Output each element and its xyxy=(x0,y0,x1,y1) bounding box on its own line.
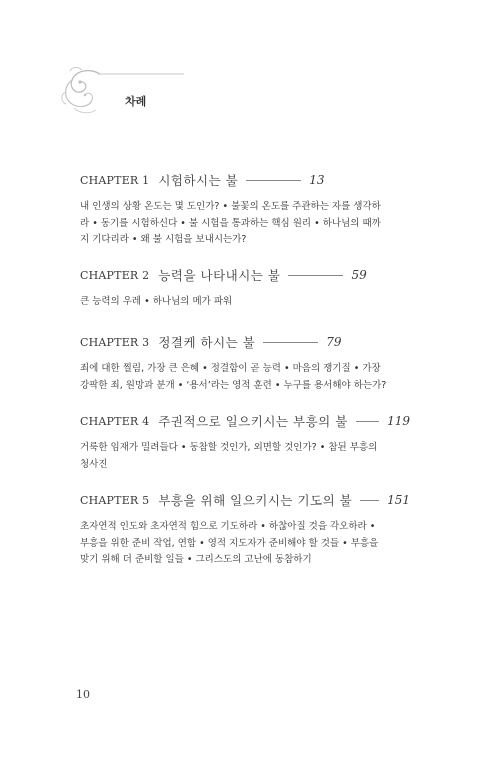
chapter-1 xyxy=(80,171,410,249)
summary-line: 죄에 대한 찔림, 가장 큰 은혜 • 정결함이 곧 능력 • 마음의 쟁기질 • 가장 xyxy=(80,363,381,374)
chapter-label: CHAPTER 3 xyxy=(80,335,150,349)
chapter-4-heading xyxy=(80,412,410,430)
chapter-label: CHAPTER 1 xyxy=(80,173,150,187)
summary-line: 부흥을 위한 준비 작업, 연합 • 영적 지도자가 준비해야 할 것들 • 부흥을 xyxy=(80,537,379,549)
chapter-label: CHAPTER 5 xyxy=(80,493,150,507)
summary-line: 강팍한 죄, 원망과 분개 • ‘용서’라는 영적 훈련 • 누구를 용서해야 하는가? xyxy=(80,379,387,391)
chapter-summary xyxy=(80,294,410,311)
chapter-3 xyxy=(80,333,410,394)
page-number: 119 xyxy=(387,414,410,428)
chapter-summary xyxy=(80,519,410,569)
chapter-summary xyxy=(80,199,410,249)
chapter-2-heading xyxy=(80,266,410,284)
chapter-title: 능력을 나타내시는 불 xyxy=(158,268,281,283)
chapter-2 xyxy=(80,266,410,311)
summary-line: 초자연적 인도와 초자연적 힘으로 기도하라 • 하찮아질 것을 각오하라 • xyxy=(80,521,376,532)
chapter-label: CHAPTER 4 xyxy=(80,414,150,428)
chapter-3-heading xyxy=(80,333,410,351)
flourish-ornament xyxy=(60,64,185,116)
chapter-title: 정결케 하시는 불 xyxy=(158,335,256,350)
chapter-5 xyxy=(80,491,410,569)
chapter-4 xyxy=(80,412,410,473)
leader-rule xyxy=(356,421,379,422)
chapter-label: CHAPTER 2 xyxy=(80,268,150,282)
chapter-1-heading xyxy=(80,171,410,189)
page-number: 13 xyxy=(309,173,325,187)
leader-rule xyxy=(263,342,318,343)
summary-line: 큰 능력의 우레 • 하나님의 메가 파워 xyxy=(80,296,233,307)
summary-line: 내 인생의 상황 온도는 몇 도인가? • 불꽃의 온도를 주관하는 자를 생각하 xyxy=(80,201,381,212)
toc-heading: 차례 xyxy=(125,95,147,108)
summary-line: 라 • 동기를 시험하신다 • 불 시험을 통과하는 핵심 원리 • 하나님의 때까 xyxy=(80,217,381,229)
chapter-title: 주권적으로 일으키시는 부흥의 불 xyxy=(158,414,348,429)
chapter-5-heading xyxy=(80,491,410,509)
chapter-title: 부흥을 위해 일으키시는 기도의 불 xyxy=(158,493,353,508)
chapter-summary xyxy=(80,361,410,394)
chapter-summary xyxy=(80,440,410,473)
summary-line: 지 기다리라 • 왜 불 시험을 보내시는가? xyxy=(80,234,247,245)
summary-line: 맞기 위해 더 준비할 일들 • 그리스도의 고난에 동참하기 xyxy=(80,554,312,565)
chapter-title: 시험하시는 불 xyxy=(158,173,239,188)
summary-line: 거룩한 임재가 밀려들다 • 동참할 것인가, 외면할 것인가? • 참된 부흥의 xyxy=(80,442,378,453)
page-number: 79 xyxy=(326,335,342,349)
leader-rule xyxy=(246,180,301,181)
page-folio: 10 xyxy=(76,688,90,701)
page-number: 151 xyxy=(387,493,410,507)
summary-line: 청사진 xyxy=(80,458,108,470)
leader-rule xyxy=(360,500,379,501)
page-number: 59 xyxy=(351,268,367,282)
leader-rule xyxy=(288,275,343,276)
